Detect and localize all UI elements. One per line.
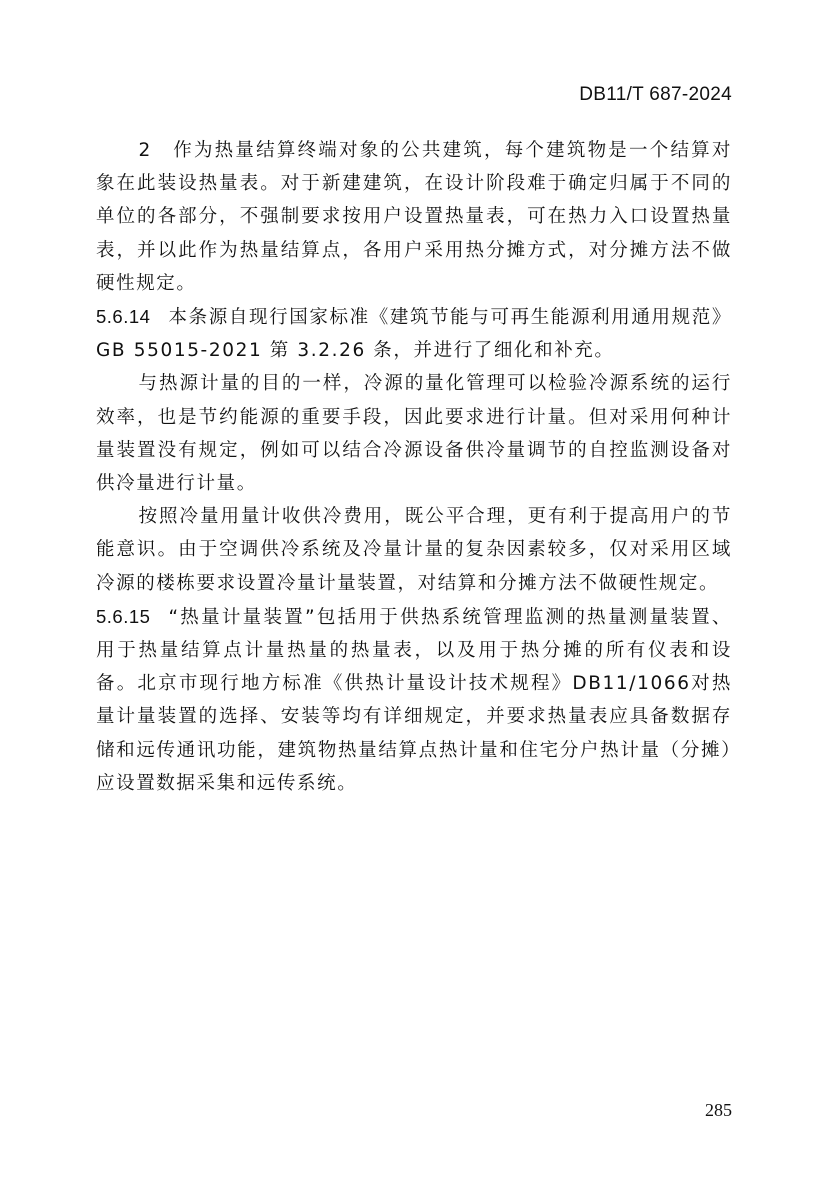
clause-5-6-14	[96, 300, 732, 367]
clause-5-6-15	[96, 600, 732, 800]
paragraph-cold-source-metering: 与热源计量的目的一样，冷源的量化管理可以检验冷源系统的运行效率，也是节约能源的重要手段，因此要求进行计量。但对采用何种计量装置没有规定，例如可以结合冷源设备供冷量调节的自控监测设备对供冷量进行计量。	[96, 373, 732, 495]
document-body	[96, 134, 732, 800]
paragraph-public-building-metering: 2 作为热量结算终端对象的公共建筑，每个建筑物是一个结算对象在此装设热量表。对于新建建筑，在设计阶段难于确定归属于不同的单位的各部分，不强制要求按用户设置热量表，可在热力入口设置热量表，并以此作为热量结算点，各用户采用热分摊方式，对分摊方法不做硬性规定。	[96, 140, 732, 294]
paragraph-cooling-fee: 按照冷量用量计收供冷费用，既公平合理，更有利于提高用户的节能意识。由于空调供冷系统及冷量计量的复杂因素较多，仅对采用区域冷源的楼栋要求设置冷量计量装置，对结算和分摊方法不做硬性规定。	[96, 506, 732, 594]
clause-text: “热量计量装置”包括用于供热系统管理监测的热量测量装置、用于热量结算点计量热量的热量表，以及用于热分摊的所有仪表和设备。北京市现行地方标准《供热计量设计技术规程》DB11/1066对热量计量装置的选择、安装等均有详细规定，并要求热量表应具备数据存储和远传通讯功能，建筑物热量结算点热计量和住宅分户热计量（分摊）应设置数据采集和远传系统。	[96, 606, 732, 794]
clause-number: 5.6.15	[96, 605, 151, 627]
clause-text: 本条源自现行国家标准《建筑节能与可再生能源利用通用规范》GB 55015-2021 第 3.2.26 条，并进行了细化和补充。	[96, 307, 732, 362]
standard-code-header: DB11/T 687-2024	[579, 84, 732, 105]
clause-number: 5.6.14	[96, 306, 151, 328]
page-number: 285	[705, 1100, 732, 1120]
